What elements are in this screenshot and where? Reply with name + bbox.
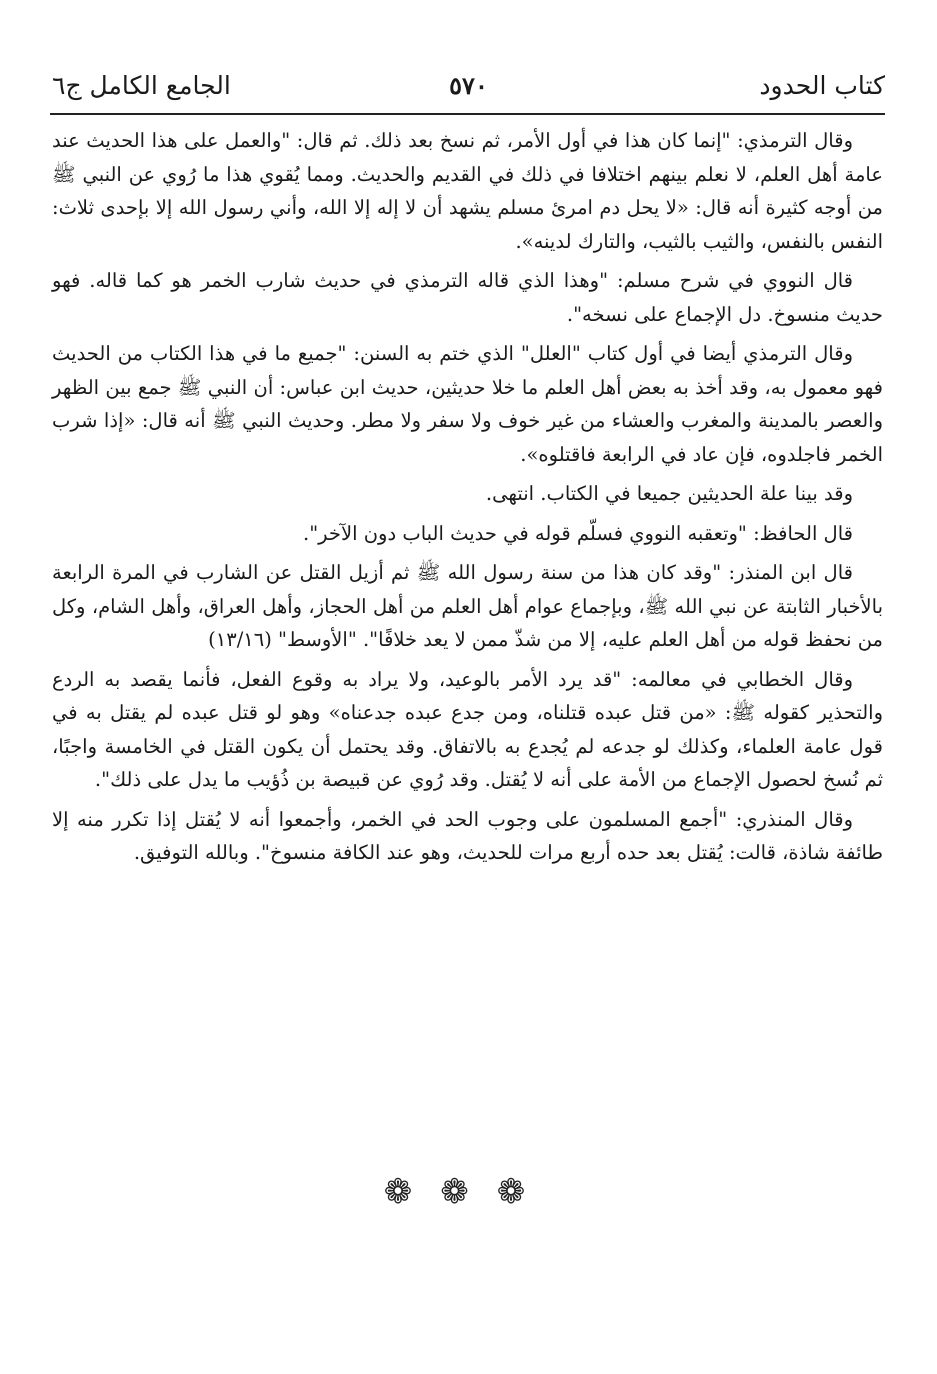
- flower-ornament-icon: ❁: [383, 1172, 441, 1212]
- paragraph-tirmidhi-1: وقال الترمذي: "إنما كان هذا في أول الأمر، ثم نسخ بعد ذلك. ثم قال: "والعمل على هذا الحديث عند عامة أهل العلم، لا نعلم بينهم اختلافا في ذلك في القديم والحديث. ومما يُقوي هذا ما رُوي عن النبي ﷺ من أوجه كثيرة أنه قال: «لا يحل دم امرئ مسلم يشهد أن لا إله إلا الله، وأني رسول الله إلا بإحدى ثلاث: النفس بالنفس، والثيب بالثيب، والتارك لدينه».: [52, 129, 883, 253]
- header-book-title: الجامع الكامل ج٦: [52, 71, 231, 100]
- header-section-title: كتاب الحدود: [759, 71, 885, 100]
- paragraph-nawawi: قال النووي في شرح مسلم: "وهذا الذي قاله الترمذي في حديث شارب الخمر هو كما قاله. فهو حديث منسوخ. دل الإجماع على نسخه".: [52, 269, 883, 326]
- section-end-ornament: [0, 1172, 937, 1212]
- paragraph-illah: وقد بينا علة الحديثين جميعا في الكتاب. انتهى.: [485, 482, 853, 505]
- flower-ornament-icon: ❁: [440, 1172, 497, 1212]
- body-text: [52, 124, 883, 870]
- paragraph-hafiz: قال الحافظ: "وتعقبه النووي فسلّم قوله في حديث الباب دون الآخر".: [303, 521, 853, 545]
- paragraph-tirmidhi-ilal: وقال الترمذي أيضا في أول كتاب "العلل" الذي ختم به السنن: "جميع ما في هذا الكتاب من الحديث فهو معمول به، وقد أخذ به بعض أهل العلم ما خلا حديثين، حديث ابن عباس: أن النبي ﷺ جمع بين الظهر والعصر بالمدينة والمغرب والعشاء من غير خوف ولا سفر ولا مطر. وحديث النبي ﷺ أنه قال: «إذا شرب الخمر فاجلدوه، فإن عاد في الرابعة فاقتلوه».: [52, 342, 883, 466]
- paragraph-mundhiri: وقال المنذري: "أجمع المسلمون على وجوب الحد في الخمر، وأجمعوا أنه لا يُقتل إذا تكرر منه إلا طائفة شاذة، قالت: يُقتل بعد حده أربع مرات للحديث، وهو عند الكافة منسوخ". وبالله التوفيق.: [52, 807, 883, 864]
- header-divider: [50, 113, 885, 115]
- paragraph-khattabi: وقال الخطابي في معالمه: "قد يرد الأمر بالوعيد، ولا يراد به وقوع الفعل، فأنما يقصد به الردع والتحذير كقوله ﷺ: «من قتل عبده قتلناه، ومن جدع عبده جدعناه» وهو لو قتل عبده لم يقتل به في قول عامة العلماء، وكذلك لو جدعه لم يُجدع به بالاتفاق. وقد يحتمل أن يكون القتل في الخامسة واجبًا، ثم نُسخ لحصول الإجماع من الأمة على أنه لا يُقتل. وقد رُوي عن قبيصة بن ذُؤيب ما يدل على ذلك".: [52, 667, 883, 791]
- running-header: [52, 66, 885, 106]
- page-number: ٥٧٠: [449, 71, 488, 100]
- flower-ornament-icon: ❁: [496, 1172, 554, 1212]
- paragraph-ibn-mundhir: قال ابن المنذر: "وقد كان هذا من سنة رسول الله ﷺ ثم أزيل القتل عن الشارب في المرة الرابعة بالأخبار الثابتة عن نبي الله ﷺ، وبإجماع عوام أهل العلم من أهل الحجاز، وأهل العراق، وأهل الشام، وكل من نحفظ قوله من أهل العلم عليه، إلا من شذّ ممن لا يعد خلافًا". "الأوسط" (١٣/١٦): [52, 561, 883, 651]
